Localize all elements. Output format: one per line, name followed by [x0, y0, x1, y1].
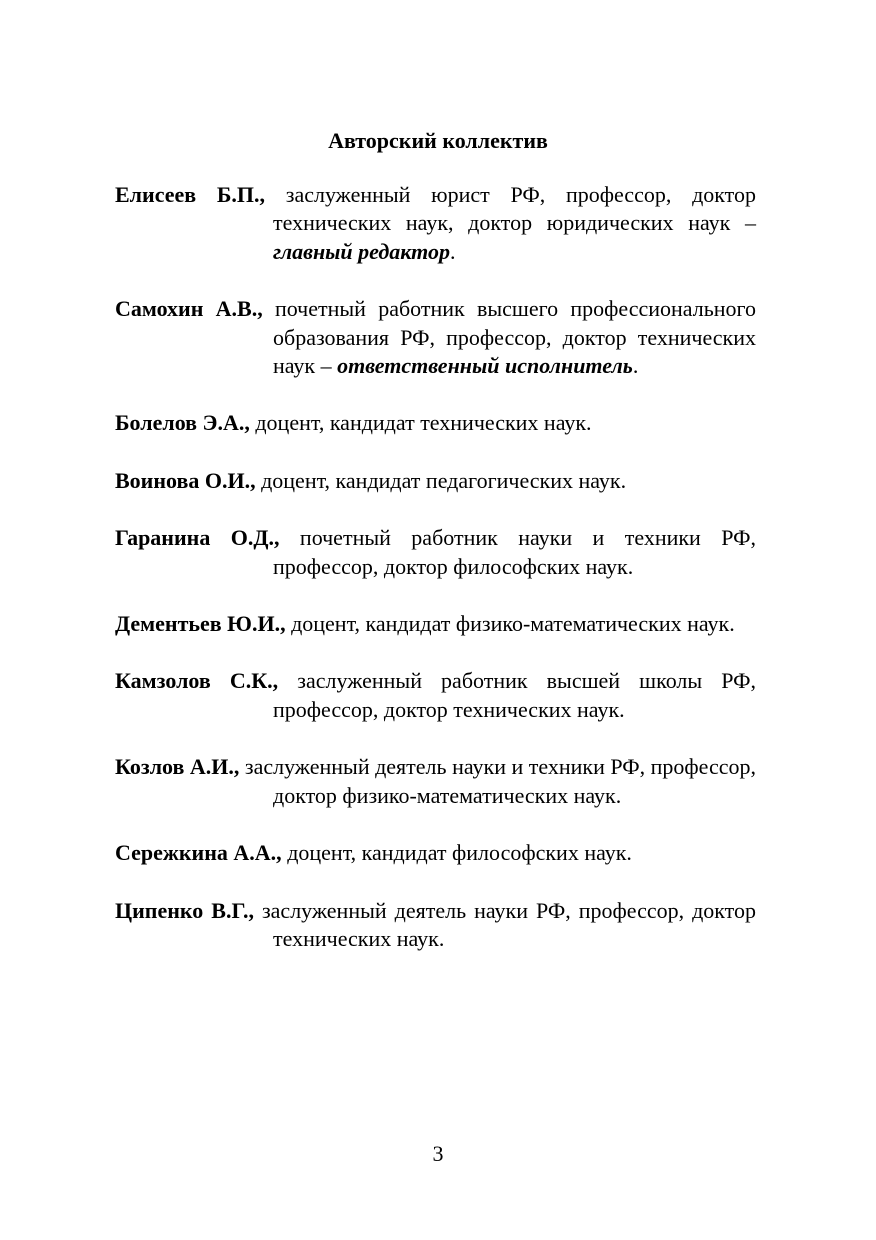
author-name: Болелов Э.А., [115, 410, 250, 436]
author-description: почетный работник науки и техники РФ, профессор, доктор философских наук. [273, 525, 756, 579]
author-list [115, 181, 756, 982]
page-title: Авторский коллектив [328, 128, 548, 153]
author-description: заслуженный деятель науки РФ, профессор, доктор технических наук. [253, 897, 757, 951]
author-name: Елисеев Б.П., [115, 182, 266, 207]
author-role: главный редактор [273, 238, 450, 264]
author-description: заслуженный деятель науки и техники РФ, профессор, доктор физико-математических наук. [239, 754, 756, 808]
author-entry [115, 667, 756, 724]
author-entry [115, 753, 756, 810]
author-entry [115, 181, 756, 266]
author-entry [115, 467, 756, 495]
author-name: Камзолов С.К., [115, 668, 279, 694]
author-entry [115, 839, 756, 867]
author-role: ответственный исполнитель [337, 353, 633, 379]
author-entry [115, 295, 756, 380]
author-entry-end: . [449, 238, 456, 264]
author-description: доцент, кандидат физико-математических наук. [285, 611, 735, 637]
author-entry-end: . [632, 353, 639, 379]
author-name: Козлов А.И., [115, 754, 240, 780]
author-entry [115, 897, 756, 954]
author-entry [115, 610, 756, 638]
author-name: Сережкина А.А., [115, 840, 282, 866]
author-description: почетный работник высшего профессионального образования РФ, профессор, доктор технических наук – [262, 296, 756, 379]
author-name: Дементьев Ю.И., [115, 611, 286, 637]
author-name: Самохин А.В., [115, 296, 263, 322]
author-entry [115, 409, 756, 437]
author-name: Воинова О.И., [115, 467, 256, 493]
author-name: Гаранина О.Д., [115, 525, 280, 551]
author-description: доцент, кандидат философских наук. [281, 840, 632, 866]
page-number: 3 [432, 1141, 444, 1166]
author-name: Ципенко В.Г., [115, 897, 254, 923]
author-description: заслуженный юрист РФ, профессор, доктор технических наук, доктор юридических наук – [265, 182, 756, 236]
author-entry [115, 524, 756, 581]
author-description: доцент, кандидат педагогических наук. [255, 467, 627, 493]
author-description: доцент, кандидат технических наук. [249, 410, 592, 436]
author-description: заслуженный работник высшей школы РФ, профессор, доктор технических наук. [273, 668, 756, 722]
